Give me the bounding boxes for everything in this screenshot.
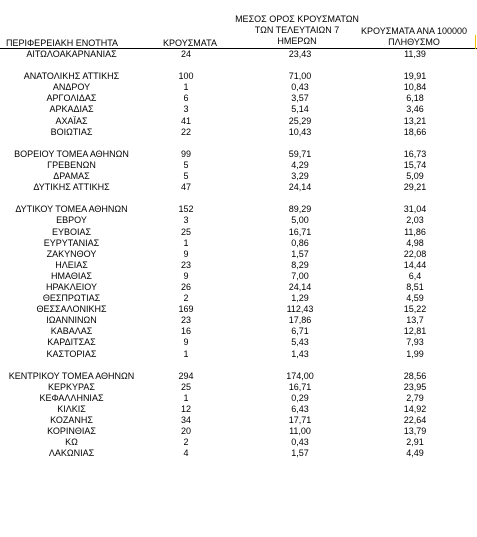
region-name: ΚΟΖΑΝΗΣ: [50, 415, 93, 426]
cases-cell: 2: [183, 293, 189, 304]
rate-cell: 15,74: [403, 159, 427, 170]
avg-cell: 6,43: [291, 404, 309, 414]
table-row: [0, 437, 477, 448]
avg-cell: 5,14: [291, 104, 309, 115]
table-row: [0, 93, 477, 104]
avg-cell: 1,57: [291, 248, 309, 259]
region-name: ΑΝΑΤΟΛΙΚΗΣ ΑΤΤΙΚΗΣ: [23, 71, 120, 82]
cases-cell: 3: [183, 104, 189, 115]
region-name: ΘΕΣΠΡΩΤΙΑΣ: [42, 293, 101, 304]
rate-cell: 6,4: [408, 270, 422, 281]
avg-cell: 5,00: [291, 215, 309, 226]
avg-cell: 174,00: [286, 370, 314, 381]
header-avg-line2: ΤΩΝ ΤΕΛΕΥΤΑΙΩΝ 7: [254, 25, 340, 35]
cases-cell: 24: [180, 49, 191, 59]
region-name: ΗΛΕΙΑΣ: [55, 259, 88, 270]
rate-cell: 19,91: [403, 71, 427, 82]
table-row: [0, 260, 477, 271]
cases-cell: 34: [180, 415, 191, 426]
header-cases: ΚΡΟΥΣΜΑΤΑ: [163, 38, 217, 48]
cases-cell: 20: [180, 426, 191, 437]
region-name: ΓΡΕΒΕΝΩΝ: [47, 159, 96, 170]
table-row: [0, 426, 477, 437]
region-name: ΑΡΚΑΔΙΑΣ: [49, 104, 94, 115]
table-row: [0, 171, 477, 182]
avg-cell: 4,29: [291, 159, 309, 170]
table-row: [0, 337, 477, 348]
rate-cell: 13,7: [406, 315, 424, 326]
table-row: [0, 282, 477, 293]
data-table: [0, 49, 477, 459]
cases-cell: 4: [183, 448, 189, 459]
avg-cell: 6,71: [291, 326, 309, 337]
cases-cell: 9: [183, 337, 189, 348]
region-name: ΕΥΒΟΙΑΣ: [51, 226, 92, 237]
region-name: ΒΟΡΕΙΟΥ ΤΟΜΕΑ ΑΘΗΝΩΝ: [14, 148, 129, 159]
table-row: [0, 182, 477, 193]
avg-cell: 1,43: [291, 348, 309, 359]
table-row: [0, 104, 477, 115]
avg-cell: 8,29: [291, 259, 309, 270]
cases-cell: 5: [183, 171, 189, 182]
region-name: ΚΟΡΙΝΘΙΑΣ: [47, 426, 96, 437]
cases-cell: 3: [183, 215, 189, 226]
rate-cell: 11,86: [404, 226, 426, 237]
table-row: [0, 326, 477, 337]
region-name: ΒΟΙΩΤΙΑΣ: [50, 126, 93, 137]
table-row: [0, 116, 477, 127]
region-name: ΚΕΡΚΥΡΑΣ: [48, 381, 95, 392]
table-row: [0, 82, 477, 93]
avg-cell: 59,71: [288, 148, 312, 159]
avg-cell: 0,29: [291, 392, 309, 403]
rate-cell: 4,98: [406, 237, 424, 248]
avg-cell: 17,71: [288, 415, 312, 426]
row-spacer: [0, 193, 477, 204]
rate-cell: 4,49: [406, 448, 424, 459]
header-rate-line2: ΠΛΗΘΥΣΜΟ: [388, 37, 440, 47]
avg-cell: 16,71: [288, 226, 312, 237]
table-row: [0, 49, 477, 60]
header-rate: [354, 26, 474, 48]
rate-cell: 22,08: [403, 248, 427, 259]
table-row: [0, 315, 477, 326]
table-row: [0, 249, 477, 260]
region-name: ΚΕΦΑΛΛΗΝΙΑΣ: [39, 392, 104, 403]
region-name: ΚΕΝΤΡΙΚΟΥ ΤΟΜΕΑ ΑΘΗΝΩΝ: [8, 370, 135, 381]
table-row: [0, 393, 477, 404]
region-name: ΔΥΤΙΚΟΥ ΤΟΜΕΑ ΑΘΗΝΩΝ: [15, 204, 128, 215]
cases-cell: 9: [183, 270, 189, 281]
row-spacer: [0, 138, 477, 149]
region-name: ΚΑΒΑΛΑΣ: [50, 326, 93, 337]
rate-cell: 6,18: [406, 93, 424, 104]
table-row: [0, 293, 477, 304]
avg-cell: 11,00: [289, 426, 311, 437]
avg-cell: 17,86: [288, 315, 312, 326]
cases-cell: 41: [180, 115, 191, 126]
cases-cell: 6: [183, 93, 189, 104]
table-row: [0, 238, 477, 249]
table-row: [0, 271, 477, 282]
cases-cell: 12: [180, 404, 191, 414]
cases-cell: 22: [180, 126, 191, 137]
cases-cell: 1: [183, 237, 189, 248]
edge-marker: [475, 35, 476, 49]
rate-cell: 31,04: [403, 204, 427, 215]
table-row: [0, 160, 477, 171]
avg-cell: 0,86: [291, 237, 309, 248]
region-name: ΚΙΛΚΙΣ: [57, 404, 86, 414]
avg-cell: 89,29: [288, 204, 312, 215]
table-row: [0, 448, 477, 459]
cases-cell: 1: [183, 82, 189, 93]
rate-cell: 28,56: [403, 370, 427, 381]
cases-cell: 5: [183, 159, 189, 170]
cases-cell: 23: [180, 315, 191, 326]
rate-cell: 2,91: [406, 437, 424, 448]
region-name: ΕΥΡΥΤΑΝΙΑΣ: [43, 237, 100, 248]
header-avg-line1: ΜΕΣΟΣ ΟΡΟΣ ΚΡΟΥΣΜΑΤΩΝ: [235, 14, 359, 24]
avg-cell: 71,00: [288, 71, 312, 82]
avg-cell: 112,43: [286, 304, 314, 315]
cases-cell: 47: [180, 182, 191, 193]
cases-cell: 9: [183, 248, 189, 259]
rate-cell: 14,44: [403, 259, 427, 270]
rate-cell: 14,92: [403, 404, 427, 414]
table-row: [0, 371, 477, 382]
region-name: ΔΥΤΙΚΗΣ ΑΤΤΙΚΗΣ: [33, 182, 110, 193]
cases-cell: 169: [178, 304, 194, 315]
table-row: [0, 149, 477, 160]
region-name: ΕΒΡΟΥ: [56, 215, 87, 226]
table-row: [0, 204, 477, 215]
cases-cell: 1: [183, 392, 189, 403]
rate-cell: 3,46: [406, 104, 424, 115]
header-rate-line1: ΚΡΟΥΣΜΑΤΑ ΑΝΑ 100000: [361, 26, 467, 36]
region-name: ΛΑΚΩΝΙΑΣ: [48, 448, 95, 459]
cases-cell: 25: [180, 381, 191, 392]
region-name: ΗΡΑΚΛΕΙΟΥ: [45, 281, 98, 292]
rate-cell: 23,95: [403, 381, 427, 392]
avg-cell: 23,43: [288, 49, 312, 59]
rate-cell: 13,79: [403, 426, 427, 437]
region-name: ΙΩΑΝΝΙΝΩΝ: [46, 315, 97, 326]
table-row: [0, 382, 477, 393]
avg-cell: 3,29: [291, 171, 309, 182]
rate-cell: 5,09: [406, 171, 424, 182]
rate-cell: 12,81: [403, 326, 427, 337]
region-name: ΑΙΤΩΛΟΑΚΑΡΝΑΝΙΑΣ: [26, 49, 117, 59]
avg-cell: 10,43: [288, 126, 312, 137]
table-row: [0, 349, 477, 360]
avg-cell: 24,14: [288, 281, 312, 292]
avg-cell: 1,57: [291, 448, 309, 459]
rate-cell: 13,21: [403, 115, 427, 126]
table-row: [0, 304, 477, 315]
region-name: ΘΕΣΣΑΛΟΝΙΚΗΣ: [36, 304, 107, 315]
avg-cell: 24,14: [288, 182, 312, 193]
region-name: ΚΩ: [65, 437, 78, 448]
rate-cell: 10,84: [403, 82, 427, 93]
rate-cell: 8,51: [406, 281, 424, 292]
avg-cell: 3,57: [291, 93, 309, 104]
region-name: ΑΧΑΪΑΣ: [55, 115, 88, 126]
table-row: [0, 127, 477, 138]
region-name: ΑΡΓΟΛΙΔΑΣ: [46, 93, 97, 104]
rate-cell: 16,73: [403, 148, 427, 159]
header-avg: [232, 14, 362, 47]
cases-cell: 16: [180, 326, 191, 337]
table-row: [0, 71, 477, 82]
cases-cell: 26: [180, 281, 191, 292]
cases-cell: 99: [180, 148, 191, 159]
avg-cell: 0,43: [291, 82, 309, 93]
avg-cell: 25,29: [288, 115, 312, 126]
cases-cell: 294: [178, 370, 194, 381]
avg-cell: 1,29: [291, 293, 309, 304]
rate-cell: 18,66: [403, 126, 427, 137]
cases-cell: 23: [180, 259, 191, 270]
region-name: ΑΝΔΡΟΥ: [52, 82, 91, 93]
region-name: ΚΑΣΤΟΡΙΑΣ: [46, 348, 97, 359]
rate-cell: 7,93: [406, 337, 424, 348]
rate-cell: 11,39: [404, 49, 426, 59]
row-spacer: [0, 360, 477, 371]
avg-cell: 16,71: [288, 381, 312, 392]
cases-cell: 100: [178, 71, 194, 82]
avg-cell: 5,43: [291, 337, 309, 348]
region-name: ΗΜΑΘΙΑΣ: [51, 270, 92, 281]
rate-cell: 22,64: [403, 415, 427, 426]
avg-cell: 7,00: [291, 270, 309, 281]
rate-cell: 29,21: [403, 182, 427, 193]
rate-cell: 2,79: [406, 392, 424, 403]
header-avg-line3: ΗΜΕΡΩΝ: [277, 36, 317, 46]
cases-cell: 25: [180, 226, 191, 237]
region-name: ΖΑΚΥΝΘΟΥ: [46, 248, 97, 259]
cases-cell: 152: [178, 204, 194, 215]
table-row: [0, 227, 477, 238]
table-row: [0, 404, 477, 415]
cases-cell: 2: [183, 437, 189, 448]
avg-cell: 0,43: [291, 437, 309, 448]
rate-cell: 2,03: [406, 215, 424, 226]
cases-cell: 1: [183, 348, 189, 359]
table-row: [0, 215, 477, 226]
header-region: ΠΕΡΙΦΕΡΕΙΑΚΗ ΕΝΟΤΗΤΑ: [6, 38, 119, 48]
rate-cell: 4,59: [406, 293, 424, 304]
row-spacer: [0, 60, 477, 71]
table-row: [0, 415, 477, 426]
region-name: ΔΡΑΜΑΣ: [53, 171, 90, 182]
region-name: ΚΑΡΔΙΤΣΑΣ: [47, 337, 96, 348]
rate-cell: 1,99: [406, 348, 424, 359]
rate-cell: 15,22: [403, 304, 427, 315]
